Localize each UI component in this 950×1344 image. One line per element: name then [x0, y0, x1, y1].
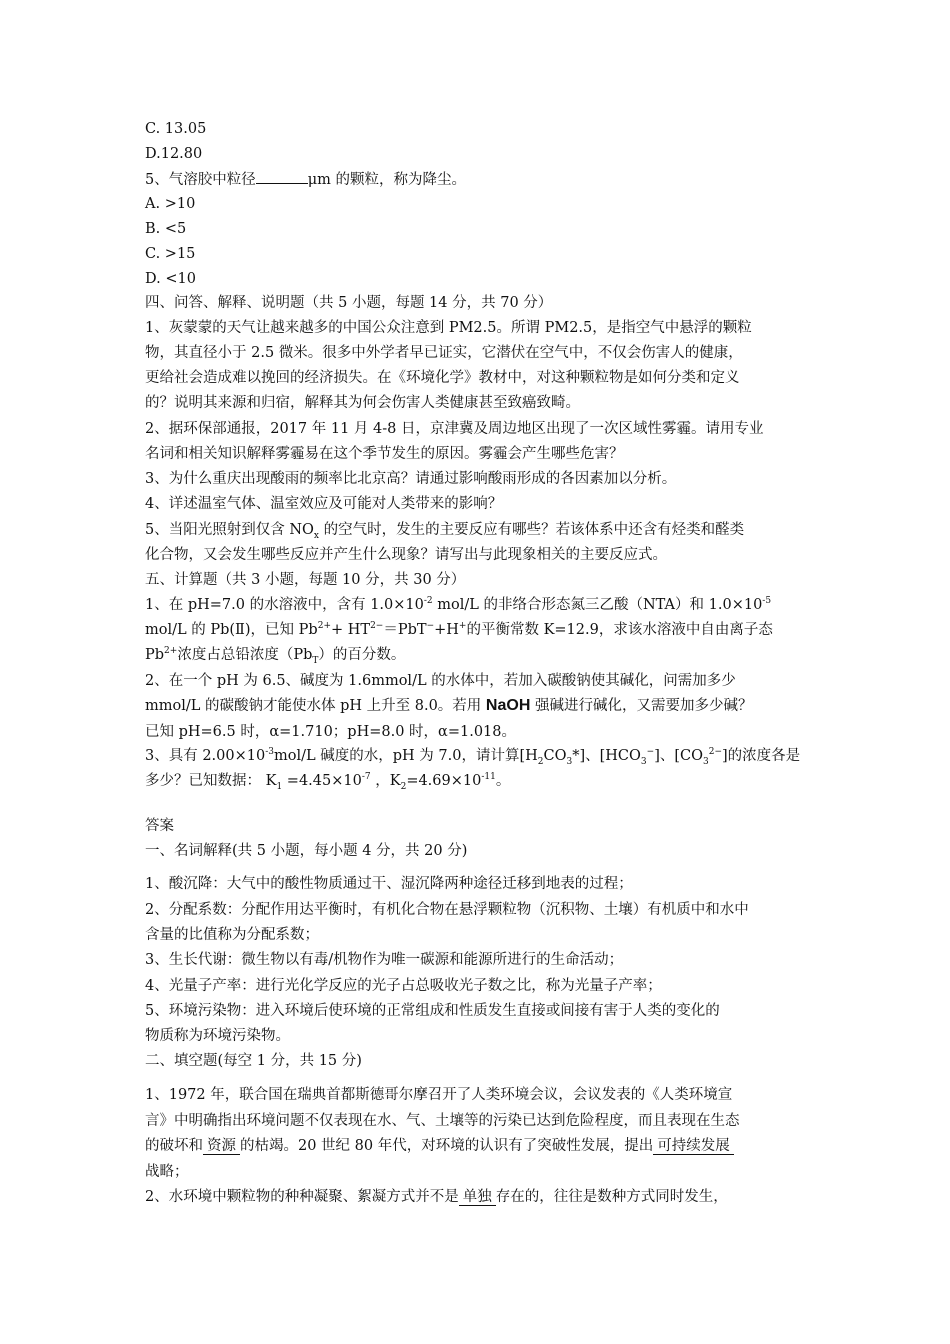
s5-q2-line2 — [145, 696, 752, 716]
s4-q2-line1: 2、据环保部通报，2017 年 11 月 4-8 日，京津冀及周边地区出现了一次区域性雾霾。请用专业 — [145, 421, 764, 437]
superscript: -3 — [265, 747, 275, 758]
text-run: 存在的，往往是数种方式同时发生， — [495, 1189, 728, 1205]
text-run: 5、当阳光照射到仅含 NO — [145, 522, 314, 538]
subscript: T — [312, 655, 319, 666]
s4-q2-line2: 名词和相关知识解释雾霾易在这个季节发生的原因。雾霾会产生哪些危害？ — [145, 446, 624, 462]
fill-1-line4: 战略； — [145, 1164, 189, 1180]
text-run: ）的百分数。 — [318, 647, 406, 663]
q5-text-a: 5、气溶胶中粒径 — [145, 172, 256, 188]
text-run: ]的浓度各是 — [722, 748, 801, 764]
superscript: 2− — [370, 621, 384, 632]
superscript: -2 — [423, 596, 433, 607]
text-run: 的空气时，发生的主要反应有哪些？若该体系中还含有烃类和醛类 — [319, 522, 745, 538]
s5-q1-line1 — [145, 595, 771, 615]
text-run: CO — [543, 748, 567, 764]
section-5-heading: 五、计算题（共 3 小题，每题 10 分，共 30 分） — [145, 572, 466, 588]
option-b: B. <5 — [145, 221, 187, 237]
section-4-heading: 四、问答、解释、说明题（共 5 小题，每题 14 分，共 70 分） — [145, 295, 553, 311]
underlined-answer: 可持续发展 — [653, 1138, 734, 1155]
superscript: 2− — [708, 747, 723, 758]
answers-section-1-heading: 一、名词解释(共 5 小题，每小题 4 分，共 20 分) — [145, 843, 468, 859]
answer-5-line2: 物质称为环境污染物。 — [145, 1028, 290, 1044]
text-run: 浓度占总铅浓度（Pb — [177, 647, 313, 663]
subscript: 2 — [537, 756, 544, 767]
superscript: 2+ — [164, 646, 178, 657]
superscript: − — [426, 621, 435, 632]
s5-q3-line2 — [145, 771, 510, 791]
text-run: ＝PbT — [383, 622, 427, 638]
s5-q2-line1: 2、在一个 pH 为 6.5、碱度为 1.6mmol/L 的水体中，若加入碳酸钠使其碱化，问需加多少 — [145, 673, 736, 689]
answer-5-line1: 5、环境污染物：进入环境后使环境的正常组成和性质发生直接或间接有害于人类的变化的 — [145, 1003, 720, 1019]
text-run: =4.69×10 — [406, 773, 482, 789]
option-a: A. >10 — [145, 196, 196, 212]
text-run: Pb — [145, 647, 165, 663]
question-5 — [145, 169, 466, 190]
superscript: − — [646, 747, 655, 758]
answers-section-2-heading: 二、填空题(每空 1 分，共 15 分) — [145, 1053, 362, 1069]
q5-text-b: μm 的颗粒，称为降尘。 — [307, 172, 467, 188]
text-run: mol/L 碱度的水，pH 为 7.0，请计算[H — [274, 748, 538, 764]
underlined-answer: 单独 — [459, 1189, 496, 1206]
answer-4: 4、光量子产率：进行光化学反应的光子占总吸收光子数之比，称为光量子产率； — [145, 978, 662, 994]
text-run: =4.45×10 — [282, 773, 362, 789]
answer-2-line2: 含量的比值称为分配系数； — [145, 927, 319, 943]
subscript: 3 — [640, 756, 647, 767]
option-d-prev: D.12.80 — [145, 146, 203, 162]
s4-q1-line3: 更给社会造成难以挽回的经济损失。在《环境化学》教材中，对这种颗粒物是如何分类和定义 — [145, 370, 740, 386]
answer-3: 3、生长代谢：微生物以有毒/机物作为唯一碳源和能源所进行的生命活动； — [145, 952, 624, 968]
s4-q4: 4、详述温室气体、温室效应及可能对人类带来的影响？ — [145, 496, 503, 512]
text-run: *]、[HCO — [572, 748, 641, 764]
s4-q3: 3、为什么重庆出现酸雨的频率比北京高？请通过影响酸雨形成的各因素加以分析。 — [145, 471, 677, 487]
s4-q1-line1: 1、灰蒙蒙的天气让越来越多的中国公众注意到 PM2.5。所谓 PM2.5，是指空气中悬浮的颗粒 — [145, 320, 752, 336]
s5-q1-line3 — [145, 645, 405, 665]
answer-2-line1: 2、分配系数：分配作用达平衡时，有机化合物在悬浮颗粒物（沉积物、土壤）有机质中和水中 — [145, 902, 749, 918]
option-c: C. >15 — [145, 246, 196, 262]
option-d: D. <10 — [145, 271, 196, 287]
text-run: 1、在 pH=7.0 的水溶液中，含有 1.0×10 — [145, 597, 424, 613]
text-run: mol/L 的非络合形态氮三乙酸（NTA）和 1.0×10 — [432, 597, 763, 613]
subscript: 1 — [276, 781, 283, 792]
s4-q1-line4: 的？说明其来源和归宿，解释其为何会伤害人类健康甚至致癌致畸。 — [145, 395, 580, 411]
text-run: 的破坏和 — [145, 1138, 203, 1154]
superscript: -11 — [481, 772, 496, 783]
answer-blank — [256, 169, 308, 184]
subscript: x — [313, 530, 319, 541]
subscript: 3 — [566, 756, 573, 767]
fill-1-line1: 1、1972 年，联合国在瑞典首都斯德哥尔摩召开了人类环境会议，会议发表的《人类环境宣 — [145, 1087, 733, 1103]
s4-q5-line1 — [145, 520, 744, 540]
text-run: 强碱进行碱化，又需要加多少碱？ — [530, 698, 753, 714]
superscript: + — [458, 621, 467, 632]
text-run: 2、水环境中颗粒物的种种凝聚、絮凝方式并不是 — [145, 1189, 459, 1205]
text-run: ]、[CO — [654, 748, 703, 764]
s5-q3-line1 — [145, 746, 800, 766]
text-run: mol/L 的 Pb(Ⅱ)，已知 Pb — [145, 622, 318, 638]
fill-2-line1 — [145, 1187, 728, 1207]
answers-title: 答案 — [145, 818, 174, 834]
underlined-answer: 资源 — [203, 1138, 240, 1155]
superscript: -5 — [762, 596, 772, 607]
text-run: 3、具有 2.00×10 — [145, 748, 266, 764]
answer-1: 1、酸沉降：大气中的酸性物质通过干、湿沉降两种途径迁移到地表的过程； — [145, 876, 633, 892]
text-run: 的枯竭。20 世纪 80 年代，对环境的认识有了突破性发展，提出 — [240, 1138, 654, 1154]
text-run: + HT — [331, 622, 371, 638]
naoh-label: NaOH — [485, 697, 531, 714]
subscript: 3 — [703, 756, 709, 767]
s5-q2-line3: 已知 pH=6.5 时，α=1.710；pH=8.0 时，α=1.018。 — [145, 724, 517, 740]
superscript: -7 — [361, 772, 371, 783]
text-run: 多少？已知数据： K — [145, 773, 277, 789]
s5-q1-line2 — [145, 620, 773, 640]
fill-1-line2: 言》中明确指出环境问题不仅表现在水、气、土壤等的污染已达到危险程度，而且表现在生态 — [145, 1113, 740, 1129]
s4-q1-line2: 物，其直径小于 2.5 微米。很多中外学者早已证实，它潜伏在空气中，不仅会伤害人的健康， — [145, 345, 743, 361]
s4-q5-line2: 化合物，又会发生哪些反应并产生什么现象？请写出与此现象相关的主要反应式。 — [145, 547, 667, 563]
text-run: 。 — [495, 773, 511, 789]
superscript: 2+ — [317, 621, 331, 632]
fill-1-line3 — [145, 1136, 734, 1156]
option-c-prev: C. 13.05 — [145, 121, 207, 137]
text-run: ，K — [370, 773, 401, 789]
text-run: 的平衡常数 K=12.9，求该水溶液中自由离子态 — [466, 622, 773, 638]
text-run: +H — [434, 622, 459, 638]
subscript: 2 — [400, 781, 407, 792]
text-run: mmol/L 的碳酸钠才能使水体 pH 上升至 8.0。若用 — [145, 698, 486, 714]
